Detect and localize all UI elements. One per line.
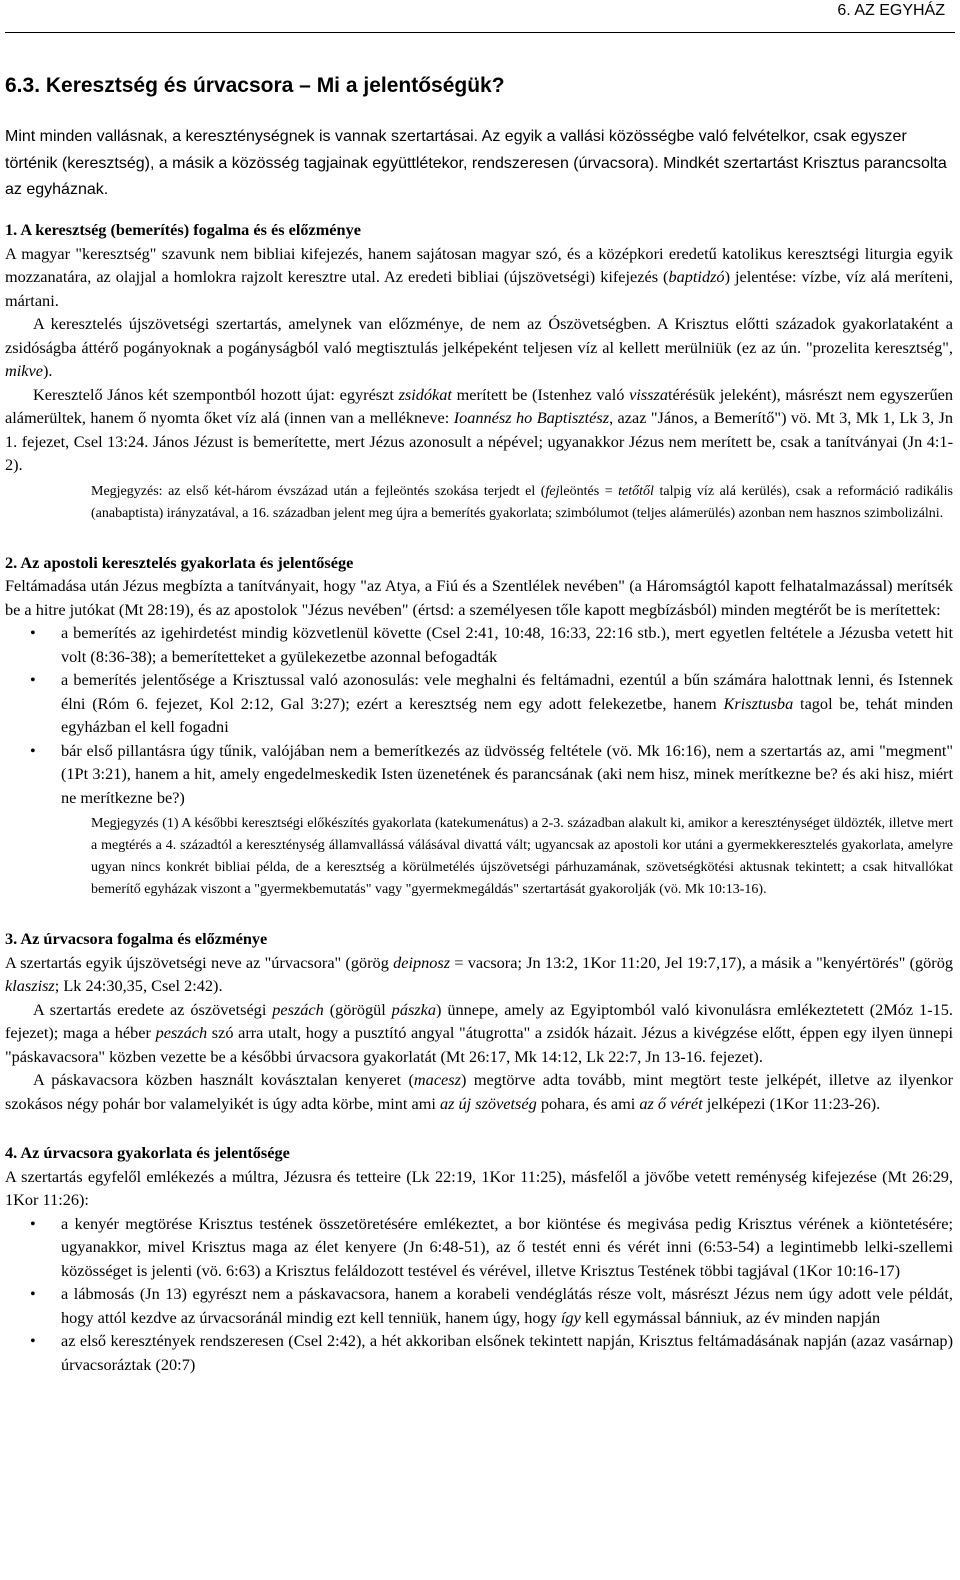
section-3-heading: 3. Az úrvacsora fogalma és előzménye	[5, 929, 268, 948]
text-run: pohara, és ami	[536, 1093, 640, 1113]
list-item: • a kenyér megtörése Krisztus testének összetöretésére emlékeztet, a bor kiöntése és megivása pedig Krisztus vérének a kiöntetésére; ugyanakkor, mivel Krisztus maga az élet kenyere (Jn 6:48-51), az ő testét enni és vérét inni (6:53-54) a legintimebb lelki-szellemi közösséget is jelenti (vö. 6:63) a Krisztus feláldozott testével és vérével, illetve Krisztus Testének többi tagjával (1Kor 10:16-17)	[5, 1212, 953, 1283]
text-run: ) jelentése: vízbe, víz alá meríteni, mártani.	[5, 267, 953, 310]
list-item	[5, 668, 953, 739]
text-run: a bemerítés jelentősége a Krisztussal való azonosulás: vele meghalni és feltámadni, ezentúl a bűn számára halottnak lenni, és Istennek élni (Róm 6. fejezet, Kol 2:12, Gal 3:27); ezért a keresztség nem egy adott felekezetbe, hanem	[61, 670, 953, 713]
section-1-paragraph-2	[5, 312, 953, 383]
page-title: 6.3. Keresztség és úrvacsora – Mi a jelentőségük?	[5, 74, 505, 97]
text-run: tagol be, tehát minden egyházban el kell fogadni	[61, 693, 953, 736]
text-run: A páskavacsora közben használt kovásztalan kenyeret (	[33, 1070, 414, 1089]
italic-term: deipnosz	[393, 952, 451, 972]
italic-term: macesz	[413, 1070, 461, 1089]
section-1-paragraph-1	[5, 242, 953, 313]
italic-term: peszách	[155, 1023, 208, 1042]
section-4-heading: 4. Az úrvacsora gyakorlata és jelentősége	[5, 1143, 290, 1162]
text-run: ; Lk 24:30,35, Csel 2:42).	[54, 976, 223, 995]
running-head: 6. AZ EGYHÁZ	[837, 2, 945, 19]
italic-term: mikve	[5, 361, 43, 380]
text-run: kell egymással bánniuk, az év minden napján	[580, 1307, 881, 1327]
list-item: • a bemerítés az igehirdetést mindig közvetlenül követte (Csel 2:41, 10:48, 16:33, 22:16 stb.), mert egyetlen feltétele a Jézusba vetett hit volt (8:36-38); a bemerítetteket a gyülekezetbe azonnal befogadták	[5, 621, 953, 668]
list-item: • az első keresztények rendszeresen (Csel 2:42), a hét akkoriban elsőnek tekintett napján, Krisztus feltámadásának napján (azaz vasárnap) úrvacsoráztak (20:7)	[5, 1329, 953, 1376]
text-run: (görögül	[323, 999, 392, 1019]
italic-term: peszách	[272, 999, 324, 1019]
italic-term: baptidzó	[668, 267, 725, 286]
text-run: térésük jeleként), másrészt nem egyszerűen alámerültek, hanem ő nyomta őket víz alá (innen van a mellékneve:	[5, 384, 954, 427]
section-1-paragraph-3	[5, 383, 953, 477]
italic-term: zsidókat	[398, 384, 452, 404]
text-run: ) ünnepe, amely az Egyiptomból való kivonulásra emlékeztetett (2Móz 1-15. fejezet); maga a héber	[5, 999, 953, 1042]
text-run: , azaz "János, a Bemerítő") vö. Mt 3, Mk 1, Lk 3, Jn 1. fejezet, Csel 13:24. János Jézust is bemerítette, mert Jézus azonosult a népével; ugyanakkor Jézus nem merített be, csak a tanítványai (Jn 4:1-2).	[5, 408, 953, 474]
italic-term: tetőtől	[618, 483, 654, 499]
italic-term: így	[560, 1307, 581, 1327]
text-run: ).	[42, 361, 53, 380]
italic-term: klaszisz	[5, 976, 55, 995]
section-4-list	[5, 1212, 953, 1377]
text-run: A szertartás eredete az ószövetségi	[33, 999, 273, 1019]
italic-term: vissza	[629, 384, 668, 404]
text-run: = vacsora; Jn 13:2, 1Kor 11:20, Jel 19:7,17), a másik a "kenyértörés" (görög	[450, 952, 953, 972]
section-2-note: Megjegyzés (1) A későbbi keresztségi előkészítés gyakorlata (katekumenátus) a 2-3. században alakult ki, amikor a kereszténységet üldözték, illetve mert a megtérés a 4. századtól a kereszténység államvallássá válásával divattá vált; ugyancsak az apostoli kor utáni a gyermekkeresztelés gyakorlata, amelyre ugyan nincs konkrét bibliai példa, de a keresztség a körülmetélés újszövetségi párhuzamának, szövetségkötési aktusnak tekintett; a csak hitvallókat bemerítő egyházak viszont a "gyermekbemutatás" vagy "gyermekmegáldás" szertartását gyakorolják (vö. Mk 10:13-16).	[91, 816, 953, 897]
text-run: talpig víz alá kerülés), csak a reformáció radikális (anabaptista) irányzatával, a 16. században jelent meg újra a bemerítés gyakorlata; szimbólumot (teljes alámerülés) azonban nem hasznos szimbolizálni.	[91, 483, 953, 521]
text-run: A szertartás egyik újszövetségi neve az "úrvacsora" (görög	[5, 952, 394, 972]
intro-paragraph: Mint minden vallásnak, a kereszténységnek is vannak szertartásai. Az egyik a vallási közösségbe való felvételkor, csak egyszer történik (keresztség), a másik a közösség tagjainak együttlétekor, rendszeresen (úrvacsora). Mindkét szertartást Krisztus parancsolta az egyháznak.	[5, 128, 947, 198]
list-item	[5, 1282, 953, 1329]
section-2-list	[5, 621, 953, 809]
header-rule	[5, 32, 955, 33]
section-1-heading: 1. A keresztség (bemerítés) fogalma és és előzménye	[5, 220, 361, 239]
text-run: szó arra utalt, hogy a pusztító angyal "átugrotta" a zsidók házait. Jézus a kivégzése előtt, éppen egy ilyen ünnepi "páskavacsora" közben vezette be a későbbi úrvacsora gyakorlatát (Mt 26:17, Mk 14:12, Lk 22:7, Jn 13-16. fejezet).	[5, 1023, 953, 1066]
section-gap	[5, 1115, 953, 1141]
document-body	[5, 218, 953, 1376]
text-run: merített be (Istenhez való	[451, 384, 630, 404]
text-run: a lábmosás (Jn 13) egyrészt nem a páskavacsora, hanem a korabeli vendéglátás része volt, másrészt Jézus nem úgy adott vele példát, hogy attól kezdve az úrvacsoránál mindig ezt kell tenniük, hanem úgy, hogy	[61, 1284, 953, 1327]
section-1-note	[91, 481, 953, 525]
text-run: leöntés =	[559, 483, 619, 499]
section-2-heading: 2. Az apostoli keresztelés gyakorlata és jelentősége	[5, 552, 354, 572]
section-3-paragraph-2	[5, 998, 953, 1069]
section-gap	[5, 525, 953, 551]
text-run: Keresztelő János két szempontból hozott újat: egyrészt	[33, 384, 399, 404]
section-2-paragraph-1: Feltámadása után Jézus megbízta a tanítványait, hogy "az Atya, a Fiú és a Szentlélek nevében" (a Háromságtól kapott felhatalmazással) merítsék be a hitre jutókat (Mt 28:19), és az apostolok "Jézus nevében" (értsd: a személyesen tőle kapott megbízásból) minden megtérőt be is merítettek:	[5, 576, 953, 619]
section-gap	[5, 901, 953, 927]
text-run: jelképezi (1Kor 11:23-26).	[702, 1093, 881, 1113]
italic-term: az ő vérét	[639, 1093, 703, 1113]
italic-term: pászka	[391, 999, 436, 1019]
italic-term: Krisztusba	[723, 693, 794, 713]
text-run: Megjegyzés: az első két-három évszázad után a fejleöntés szokása terjedt el (	[91, 483, 546, 499]
section-4-paragraph-1: A szertartás egyfelől emlékezés a múltra, Jézusra és tetteire (Lk 22:19, 1Kor 11:25), másfelől a jövőbe vetett reménység kifejezése (Mt 26:29, 1Kor 11:26):	[5, 1166, 953, 1209]
text-run: A keresztelés újszövetségi szertartás, amelynek van előzménye, de nem az Ószövetségben. A Krisztus előtti századok gyakorlataként a zsidóságba áttérő pogányoknak a pogányságból való megtisztulás jelképeként teljesen víz al kellett merülniük (ez az ún. "prozelita keresztség",	[5, 314, 953, 357]
italic-term: az új szövetség	[439, 1093, 537, 1113]
list-item: • bár első pillantásra úgy tűnik, valójában nem a bemerítkezés az üdvösség feltétele (vö. Mk 16:16), nem a szertartás az, ami "megment" (1Pt 3:21), hanem a hit, amely engedelmeskedik Isten üzenetének és parancsának (aki nem hisz, minek merítkezne be? és aki hisz, miért ne merítkezne be?)	[5, 739, 953, 810]
italic-term: Ioannész ho Baptisztész	[453, 408, 610, 427]
section-3-paragraph-1	[5, 951, 953, 998]
section-3-paragraph-3	[5, 1068, 953, 1115]
italic-term: fej	[545, 483, 560, 499]
text-run: ) megtörve adta tovább, mint megtört teste jelképét, illetve az ilyenkor szokásos négy pohár bor valamelyikét is úgy adta körbe, mint ami	[5, 1070, 954, 1113]
text-run: A magyar "keresztség" szavunk nem bibliai kifejezés, hanem sajátosan magyar szó, és a középkori eredetű katolikus keresztségi liturgia egyik mozzanatára, az olajjal a homlokra rajzolt keresztre utal. Az eredeti bibliai (újszövetségi) kifejezés (	[5, 243, 953, 286]
